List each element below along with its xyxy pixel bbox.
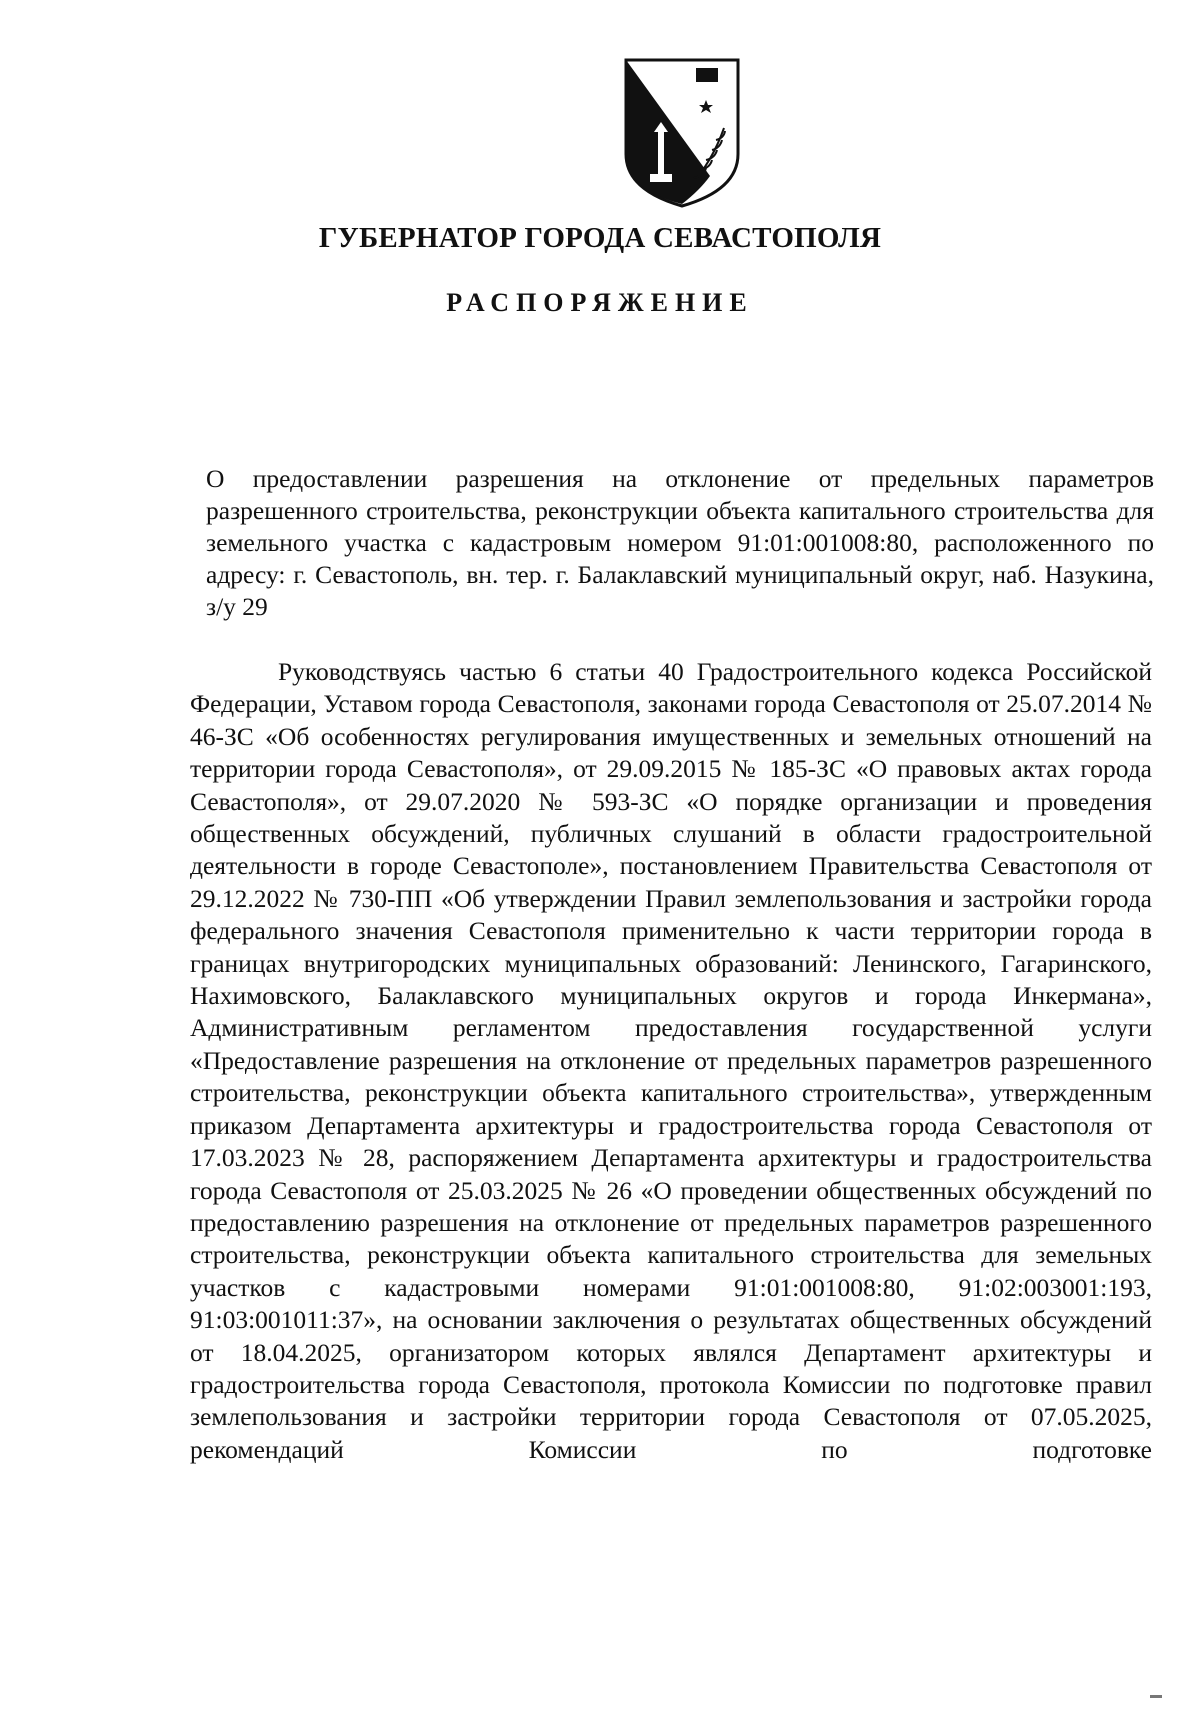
scan-artifact	[1150, 1695, 1162, 1698]
sevastopol-coat-of-arms-icon	[620, 58, 744, 208]
issuer-title: ГУБЕРНАТОР ГОРОДА СЕВАСТОПОЛЯ	[318, 222, 882, 254]
document-type: РАСПОРЯЖЕНИЕ	[446, 288, 754, 317]
document-body: Руководствуясь частью 6 статьи 40 Градостроительного кодекса Российской Федерации, Уставом города Севастополя, законами города Севастополя от 25.07.2014 № 46-ЗС «Об особенностях регулирования имущественных и земельных отношений на территории города Севастополя», от 29.09.2015 № 185-ЗС «О правовых актах города Севастополя», от 29.07.2020 № 593-ЗС «О порядке организации и проведения общественных обсуждений, публичных слушаний в области градостроительной деятельности в городе Севастополе», постановлением Правительства Севастополя от 29.12.2022 № 730-ПП «Об утверждении Правил землепользования и застройки города федерального значения Севастополя применительно к части территории города в границах внутригородских муниципальных образований: Ленинского, Гагаринского, Нахимовского, Балаклавского муниципальных округов и города Инкермана», Административным регламентом предоставления государственной услуги «Предоставление разрешения на отклонение от предельных параметров разрешенного строительства, реконструкции объекта капитального строительства», утвержденным приказом Департамента архитектуры и градостроительства города Севастополя от 17.03.2023 № 28, распоряжением Департамента архитектуры и градостроительства города Севастополя от 25.03.2025 № 26 «О проведении общественных обсуждений по предоставлению разрешения на отклонение от предельных параметров разрешенного строительства, реконструкции объекта капитального строительства для земельных участков с кадастровыми номерами 91:01:001008:80, 91:02:003001:193, 91:03:001011:37», на основании заключения о результатах общественных обсуждений от 18.04.2025, организатором которых являлся Департамент архитектуры и градостроительства города Севастополя, протокола Комиссии по подготовке правил землепользования и застройки территории города Севастополя от 07.05.2025, рекомендаций Комиссии по подготовке	[190, 657, 1152, 1464]
document-subject: О предоставлении разрешения на отклонение от предельных параметров разрешенного строительства, реконструкции объекта капитального строительства для земельного участка с кадастровым номером 91:01:001008:80, расположенного по адресу: г. Севастополь, вн. тер. г. Балаклавский муниципальный округ, наб. Назукина, з/у 29	[206, 464, 1154, 621]
